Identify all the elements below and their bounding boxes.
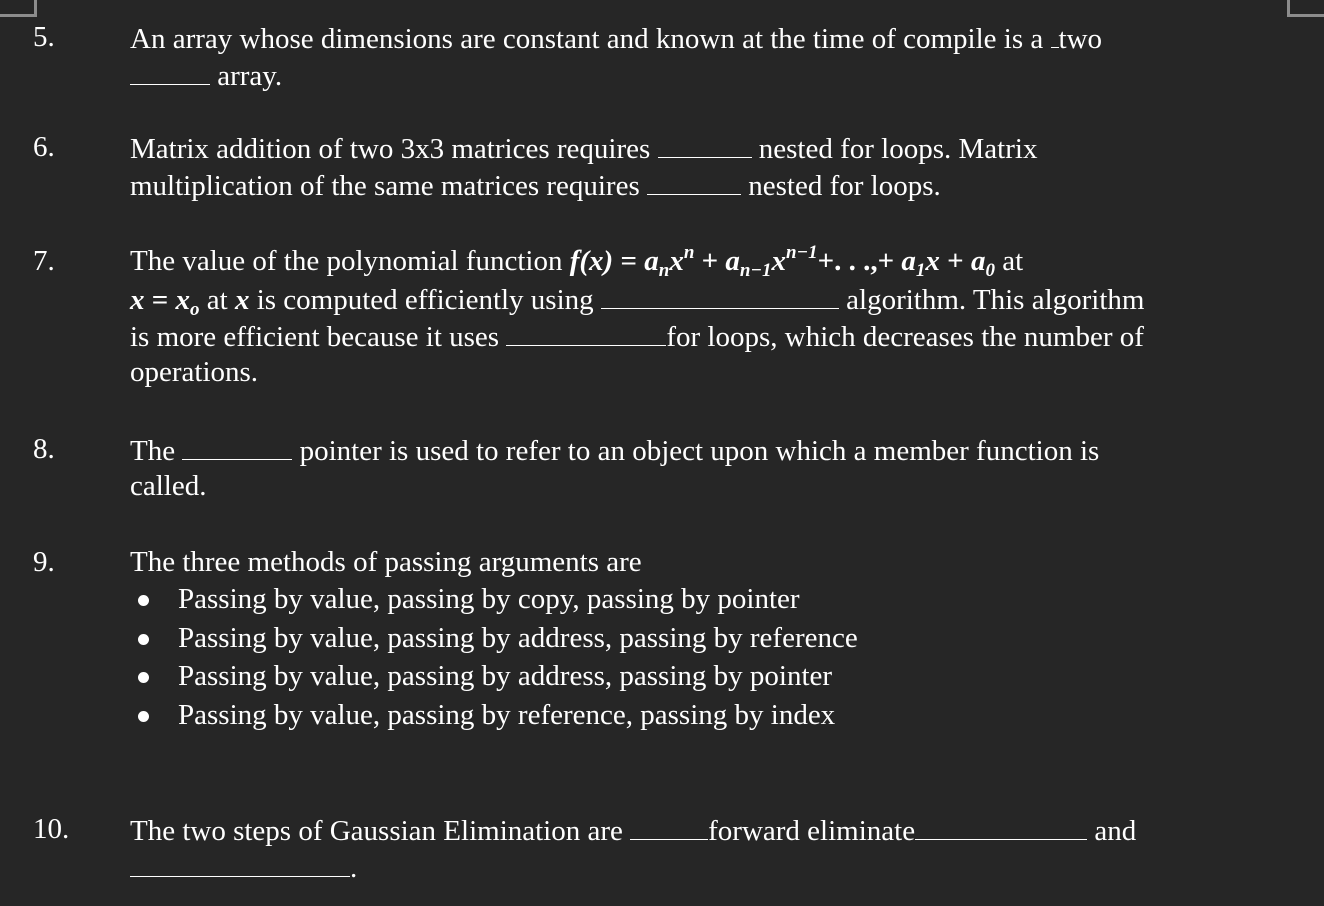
answer-blank: [601, 280, 839, 309]
question-text: The two steps of Gaussian Elimination are: [130, 815, 623, 847]
question-text: multiplication of the same matrices requires: [130, 170, 640, 202]
question-number: 5.: [33, 21, 55, 53]
bullet-icon: [138, 595, 149, 606]
question-text: .: [350, 852, 358, 884]
answer-blank: [506, 317, 666, 346]
question-text: nested for loops. Matrix: [758, 133, 1038, 165]
question-text: array.: [217, 60, 283, 92]
question-text: nested for loops.: [748, 170, 941, 202]
page-corner-mark-right: [1287, 0, 1324, 17]
variable-x: x: [234, 284, 250, 316]
polynomial-expression: $f(x) = a_nx^n + a_{n-1}x^{n-1}+$. . .,+ $a_1x + a_0$: [569, 242, 995, 281]
question-number: 8.: [33, 433, 55, 465]
answer-blank: [658, 129, 752, 158]
question-body: [130, 431, 1280, 505]
answer-blank: [182, 431, 292, 460]
question-body: [130, 544, 1280, 735]
answer-option[interactable]: [130, 658, 1280, 697]
answer-blank: [647, 166, 741, 195]
question-text: at: [1002, 245, 1024, 277]
question-text: The value of the polynomial function: [130, 245, 563, 277]
question-number: 10.: [33, 813, 70, 845]
bullet-icon: [138, 672, 149, 683]
answer-option-label: Passing by value, passing by address, passing by pointer: [178, 660, 833, 692]
question-body: [130, 811, 1280, 885]
question-text: algorithm. This algorithm: [846, 284, 1145, 316]
answer-blank: [130, 56, 210, 85]
answer-blank: [915, 811, 1087, 840]
page-corner-mark-left: [0, 0, 37, 17]
bullet-icon: [138, 634, 149, 645]
answer-option-label: Passing by value, passing by copy, passing by pointer: [178, 583, 800, 615]
answer-blank: [130, 848, 350, 877]
question-text: is computed efficiently using: [256, 284, 594, 316]
answer-option-label: Passing by value, passing by address, passing by reference: [178, 621, 858, 654]
question-number: 6.: [33, 131, 55, 163]
answer-option[interactable]: [130, 581, 1280, 620]
answer-option[interactable]: [130, 697, 1280, 736]
filled-answer: two: [1058, 23, 1103, 55]
question-text: and: [1094, 815, 1137, 847]
answer-blank: [1051, 19, 1059, 48]
evaluation-point: $x = x_o$: [130, 284, 200, 320]
answer-option[interactable]: [130, 620, 1280, 659]
question-text: for loops, which decreases the number of: [666, 321, 1144, 353]
question-text: at: [206, 284, 228, 316]
question-text: operations.: [130, 356, 259, 388]
question-text: The: [130, 435, 176, 467]
question-body: [130, 19, 1280, 93]
question-number: 9.: [33, 546, 55, 578]
answer-blank: [630, 811, 708, 840]
question-number: 7.: [33, 245, 55, 277]
question-text: pointer is used to refer to an object upon which a member function is: [299, 435, 1100, 467]
answer-option-label: Passing by value, passing by reference, passing by index: [178, 698, 836, 731]
question-text: is more efficient because it uses: [130, 321, 500, 353]
bullet-icon: [138, 711, 149, 722]
question-body: [130, 129, 1280, 203]
question-body: [130, 243, 1280, 391]
question-text: called.: [130, 470, 207, 502]
question-text: An array whose dimensions are constant and known at the time of compile is a: [130, 23, 1044, 55]
question-text: The three methods of passing arguments are: [130, 546, 642, 578]
answer-options: [130, 581, 1280, 735]
question-text: Matrix addition of two 3x3 matrices requires: [130, 133, 651, 165]
filled-answer: forward eliminate: [708, 815, 916, 847]
